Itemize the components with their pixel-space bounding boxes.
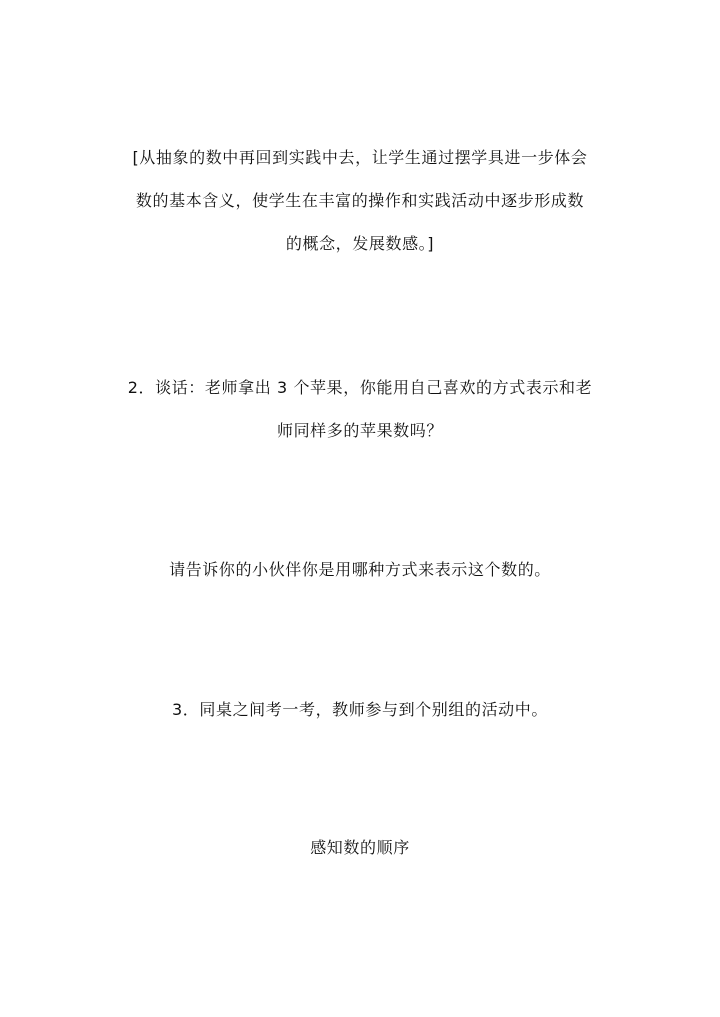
step3-paragraph <box>100 688 620 731</box>
note-paragraph <box>100 136 620 265</box>
tell-partner-paragraph <box>100 548 620 591</box>
note-line-2: 数的基本含义，使学生在丰富的操作和实践活动中逐步形成数 <box>135 191 585 210</box>
note-line-1: [从抽象的数中再回到实践中去，让学生通过摆学具进一步体会 <box>132 148 588 167</box>
section-heading-text: 感知数的顺序 <box>310 838 410 857</box>
section-heading <box>100 826 620 869</box>
step2-paragraph <box>100 366 620 452</box>
tell-partner-line: 请告诉你的小伙伴你是用哪种方式来表示这个数的。 <box>169 560 551 579</box>
step2-line-2: 师同样多的苹果数吗？ <box>276 421 443 440</box>
note-line-3: 的概念，发展数感。] <box>285 234 435 253</box>
step3-line: 3．同桌之间考一考，教师参与到个别组的活动中。 <box>172 700 548 719</box>
step2-line-1: 2．谈话：老师拿出 3 个苹果，你能用自己喜欢的方式表示和老 <box>127 378 593 397</box>
